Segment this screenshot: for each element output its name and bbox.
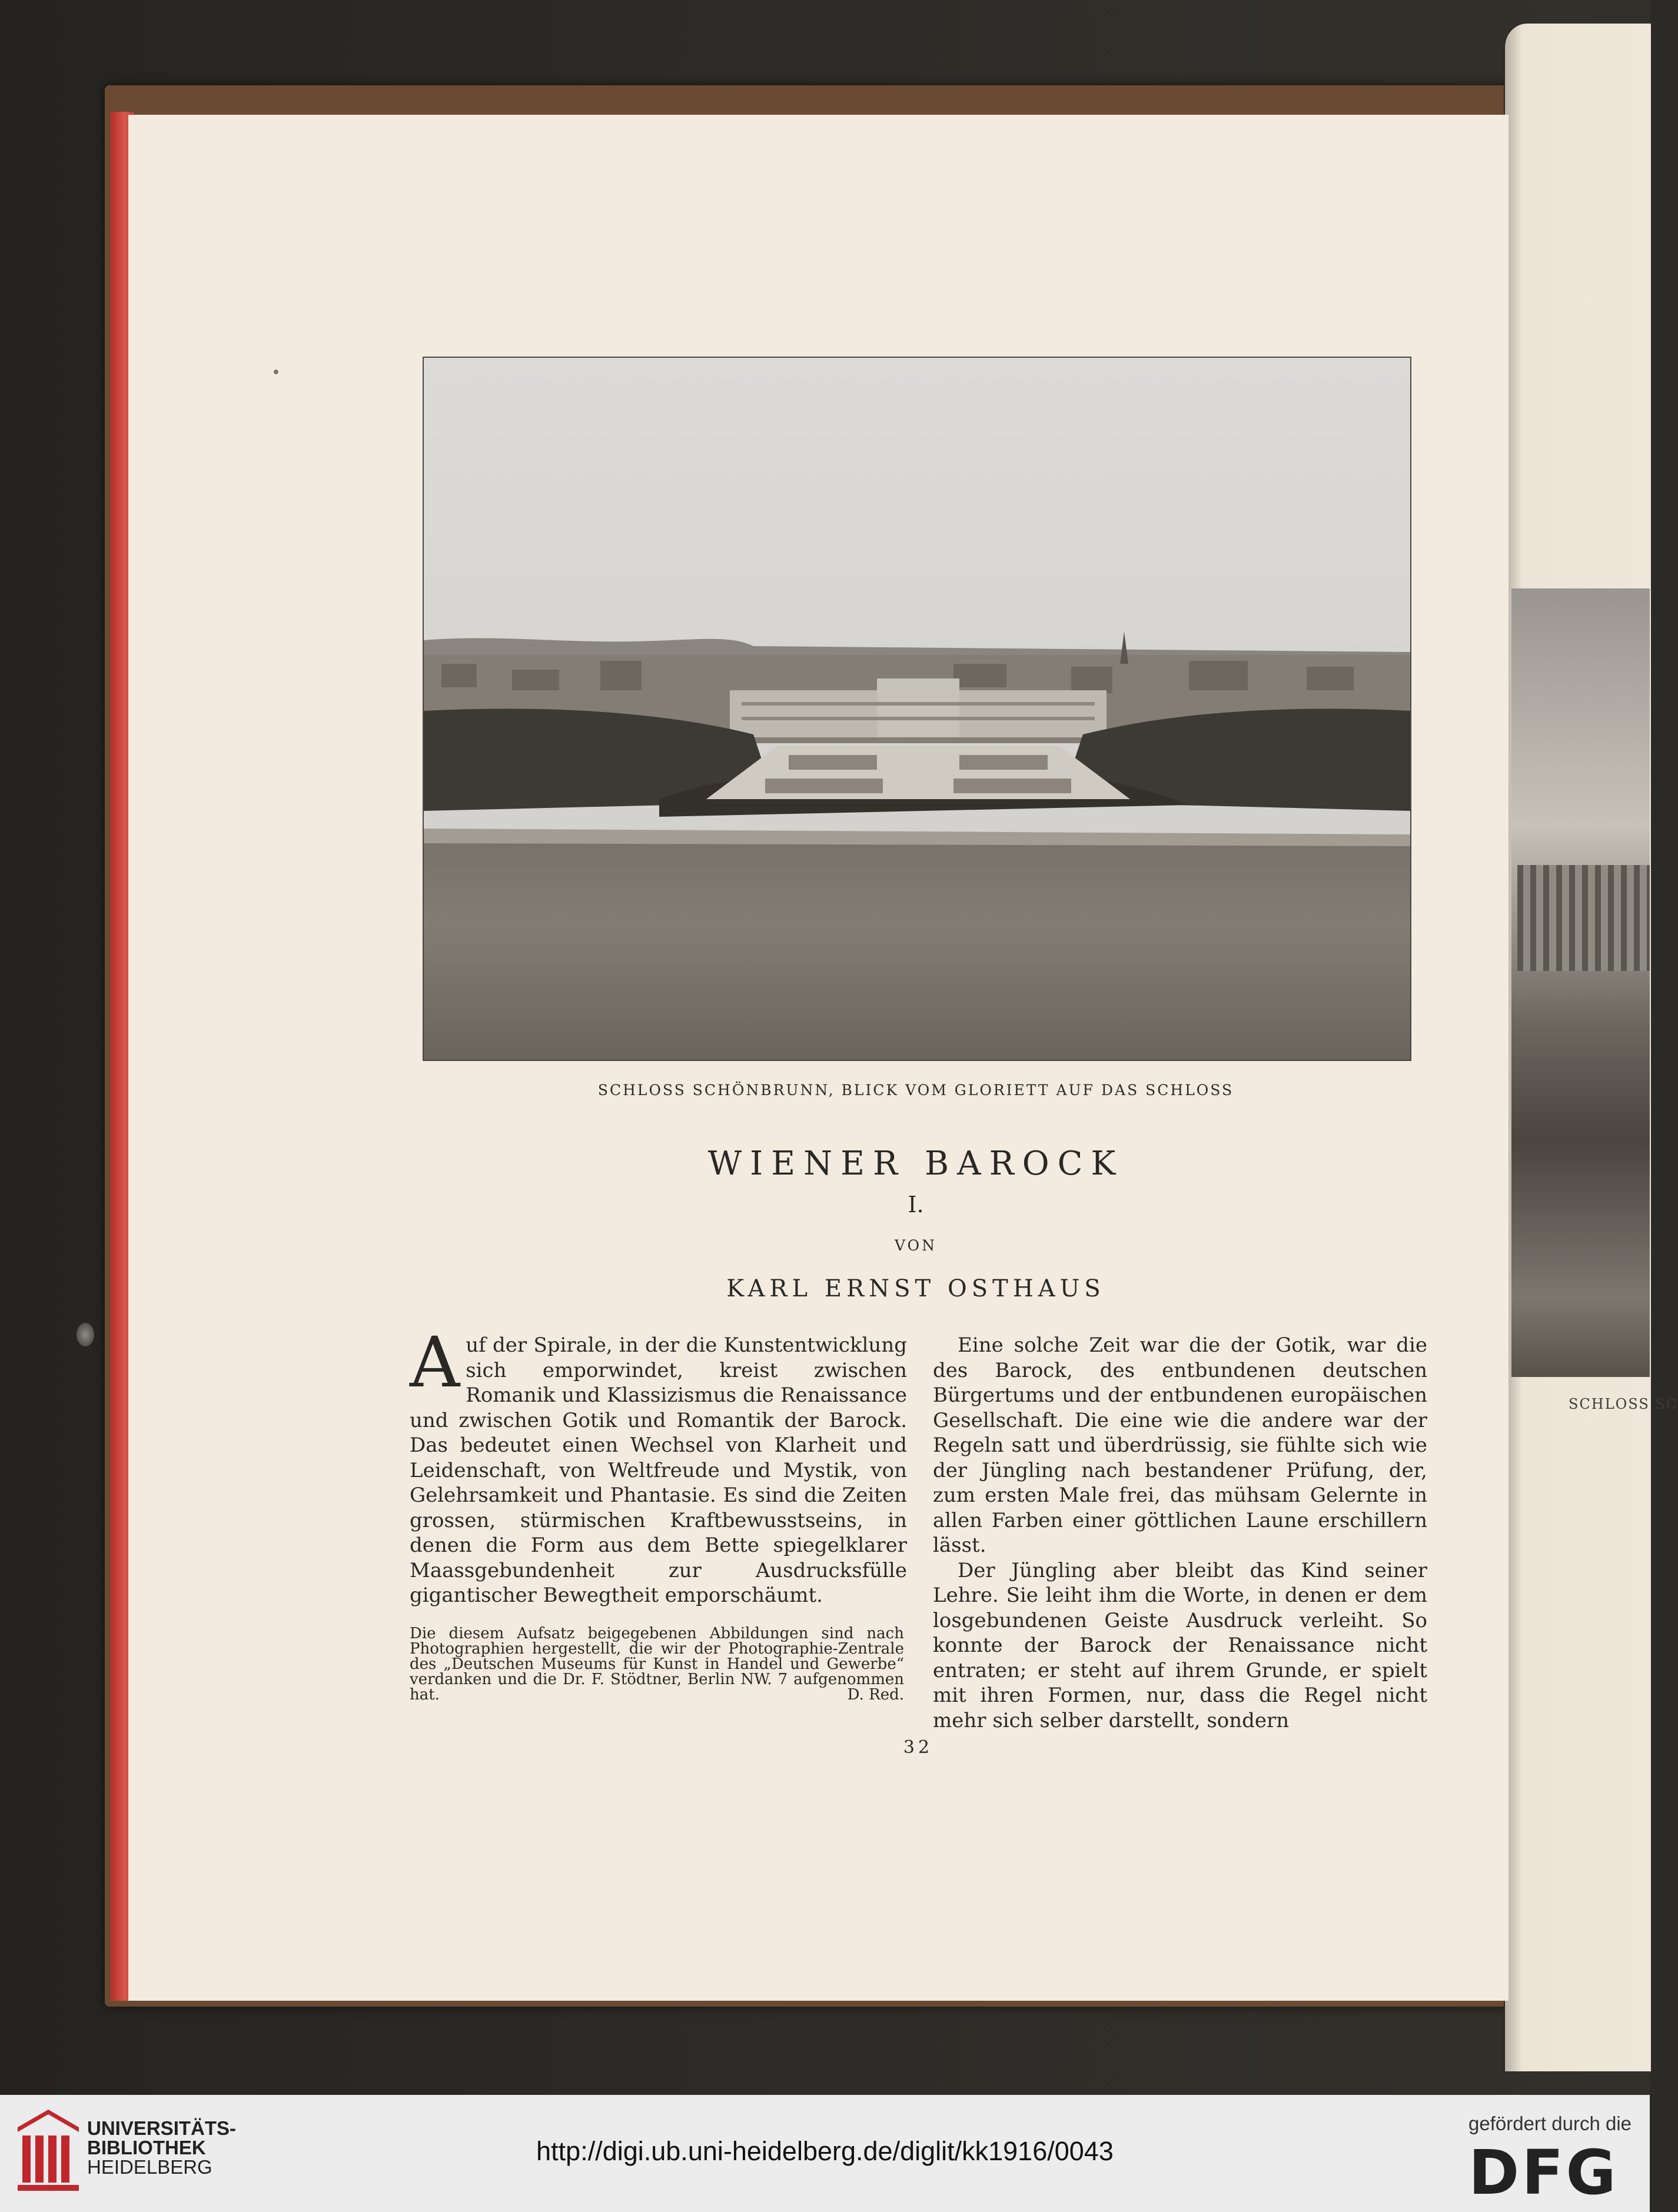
drop-cap: A (410, 1322, 460, 1403)
article-title: WIENER BAROCK (707, 1145, 1124, 1183)
article-part-number: I. (908, 1192, 924, 1218)
adjacent-page-caption: SCHLOSS SC (1569, 1396, 1678, 1412)
schoenbrunn-photo (423, 357, 1411, 1061)
footnote-text: Die diesem Aufsatz beigegebenen Abbildungen sind nach Photographien hergestellt, die wir der Photographie-Zentrale des „Deutschen Museums für Kunst in Handel und Gewerbe“ verdanken und die Dr. F. Stödtner, Berlin NW. 7 aufgenommen hat. (410, 1625, 904, 1704)
funding-label: gefördert durch die (1468, 2113, 1632, 2134)
footnote (410, 1626, 904, 1702)
article-author: KARL ERNST OSTHAUS (726, 1275, 1105, 1302)
right-column (933, 1333, 1427, 1733)
library-name-line1: UNIVERSITÄTS- (87, 2117, 237, 2139)
footnote-signature: D. Red. (847, 1686, 904, 1704)
photo-caption: SCHLOSS SCHÖNBRUNN, BLICK VOM GLORIETT AUF DAS SCHLOSS (597, 1082, 1234, 1099)
binding-hole (77, 1323, 94, 1346)
left-paragraph (410, 1322, 907, 1608)
left-column (410, 1322, 907, 1608)
page-number: 32 (903, 1737, 933, 1758)
photo-illustration (424, 358, 1410, 1060)
right-paragraph-1: Eine solche Zeit war die der Gotik, war die des Barock, des entbundenen deutschen Bürgertums und der entbundenen europäischen Gesellschaft. Die eine wie die andere war der Regeln satt und überdrüssig, sie fühlte sich wie der Jüngling nach bestandener Prüfung, der, zum ersten Male frei, das mühsam Gelernte in allen Farben einer göttlichen Laune erschillern lässt. (933, 1333, 1427, 1557)
adjacent-page-photo (1511, 588, 1650, 1377)
library-name-line2: BIBLIOTHEK (87, 2137, 206, 2158)
permalink-url[interactable]: http://digi.ub.uni-heidelberg.de/diglit/kk1916/0043 (536, 2136, 1114, 2166)
left-paragraph-text: uf der Spirale, in der die Kunstentwicklung sich emporwindet, kreist zwischen Romanik und Klassizismus die Renaissance und zwischen Gotik und Romantik der Barock. Das bedeutet einen Wechsel von Klarheit und Leidenschaft, von Weltfreude und Mystik, von Gelehrsamkeit und Phantasie. Es sind die Zeiten grossen, stürmischen Kraftbewusstseins, in denen die Form aus dem Bette spiegelklarer Maassgebundenheit zur Ausdrucksfülle gigantischer Bewegtheit emporschäumt. (410, 1333, 907, 1607)
byline-prefix: VON (895, 1237, 937, 1254)
library-name-line3: HEIDELBERG (87, 2156, 212, 2178)
paper-speck (274, 370, 278, 374)
right-paragraph-2: Der Jüngling aber bleibt das Kind seiner Lehre. Sie leiht ihm die Worte, in denen er dem losgebundenen Geiste Ausdruck verleiht. So konnte der Barock der Renaissance nicht entraten; er steht auf ihrem Grunde, er spielt mit ihren Formen, nur, dass die Regel nicht mehr sich selber darstellt, sondern (933, 1558, 1427, 1732)
dfg-logo: DFG (1468, 2137, 1619, 2208)
adjacent-building (1517, 865, 1650, 971)
